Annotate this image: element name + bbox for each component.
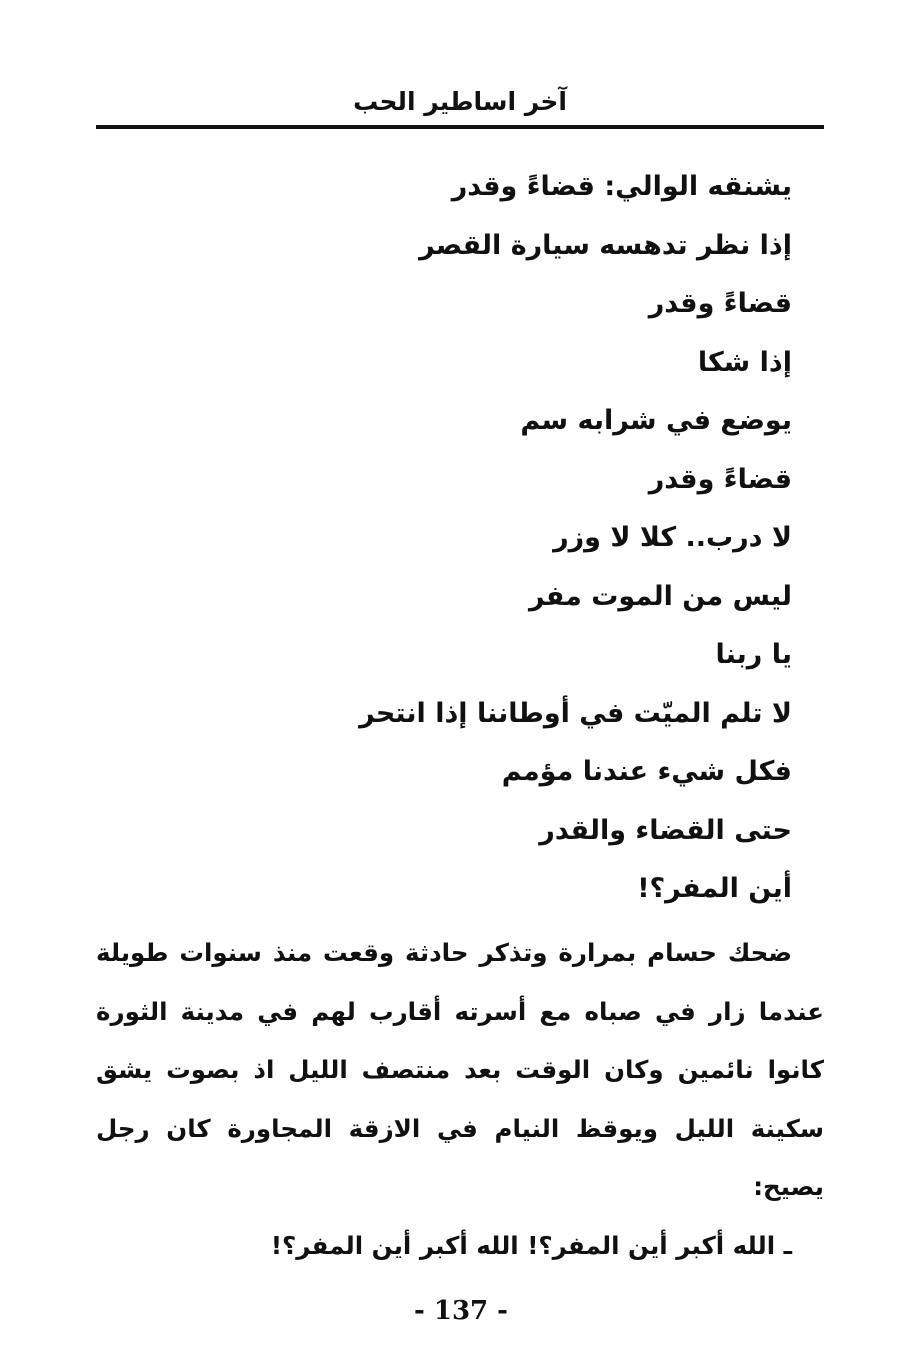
header-rule xyxy=(96,125,824,129)
dialogue-line: ـ الله أكبر أين المفر؟! الله أكبر أين المفر؟! xyxy=(270,1230,792,1260)
poem-block xyxy=(359,158,792,919)
poem-line: إذا نظر تدهسه سيارة القصر xyxy=(419,229,792,261)
poem-line: إذا شكا xyxy=(697,346,792,378)
poem-line: يشنقه الوالي: قضاءً وقدر xyxy=(451,171,792,202)
poem-line: لا درب.. كلا لا وزر xyxy=(553,522,792,553)
poem-line: فكل شيء عندنا مؤمم xyxy=(501,756,792,787)
poem-line: يوضع في شرابه سم xyxy=(520,405,792,436)
poem-line: حتى القضاء والقدر xyxy=(539,814,792,846)
poem-line: أين المفر؟! xyxy=(637,873,792,904)
poem-line: قضاءً وقدر xyxy=(648,463,792,495)
prose-paragraph: ضحك حسام بمرارة وتذكر حادثة وقعت منذ سنوات طويلة عندما زار في صباه مع أسرته أقارب لهم في مدينة الثورة كانوا نائمين وكان الوقت بعد منتصف الليل اذ بصوت يشق سكينة الليل ويوقظ النيام في الازقة المجاورة كان رجل يصيح: xyxy=(96,938,824,1201)
page-number: - 137 - xyxy=(414,1296,508,1326)
running-head-title: آخر اساطير الحب xyxy=(353,87,567,116)
poem-line: ليس من الموت مفر xyxy=(528,580,792,612)
poem-line: يا ربنا xyxy=(715,639,792,670)
prose-block xyxy=(96,924,824,1275)
poem-line: قضاءً وقدر xyxy=(648,288,792,319)
poem-line: لا تلم الميّت في أوطاننا إذا انتحر xyxy=(359,697,792,729)
